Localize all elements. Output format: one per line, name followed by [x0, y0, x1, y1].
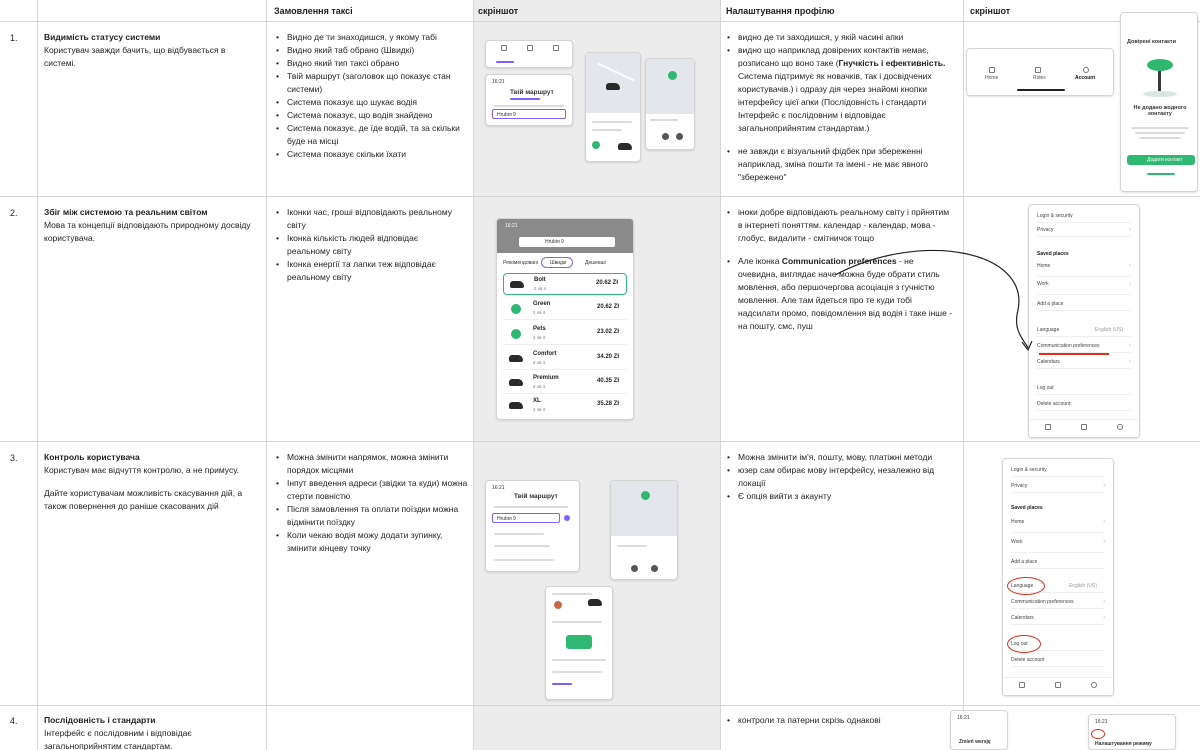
ride-option[interactable] [503, 395, 627, 417]
consistency-screenshot [1088, 714, 1176, 750]
col-divider [37, 0, 38, 750]
settings-row-login[interactable] [1037, 213, 1131, 223]
account-tab-screenshot [966, 48, 1114, 96]
tab-fast-label: Швидкі [550, 260, 567, 266]
ride-name: Pets [533, 326, 546, 332]
note-emphasis: Гнучкість і ефективність. [838, 58, 946, 68]
destination-text: Hrubiя 9 [497, 516, 516, 522]
settings-row-work[interactable] [1037, 281, 1131, 295]
input-placeholder [494, 105, 564, 107]
settings-label: Login & security [1037, 213, 1073, 219]
secondary-link[interactable] [1147, 173, 1175, 175]
edit-icon[interactable] [651, 565, 658, 572]
header-screenshot-2: скріншот [970, 6, 1011, 16]
order-note: • Твій маршрут (заголовок що показує стан системи) [276, 70, 468, 96]
note-text: не завжди є візуальний фідбек при збереженні наприклад, зміна пошти та імені - не має явного "збережено" [738, 146, 928, 182]
row-number: 4. [10, 716, 18, 726]
highlight-circle [1091, 729, 1105, 739]
col-divider [266, 0, 267, 750]
settings-row-calendars[interactable] [1037, 359, 1131, 369]
order-note: • Система показує що шукає водія [276, 96, 468, 109]
profile-notes [727, 451, 959, 503]
ride-option[interactable] [503, 372, 627, 394]
car-icon [510, 281, 524, 288]
settings-row-home[interactable] [1037, 263, 1131, 277]
ride-option[interactable] [503, 298, 627, 320]
settings-label: Login & security [1011, 467, 1047, 473]
settings-label: Communication preferences [1037, 343, 1100, 349]
order-note: • Коли чекаю водія можу додати зупинку, змінити кінцеву точку [276, 529, 468, 555]
add-contact-button[interactable] [1127, 155, 1195, 165]
suggestion-line [494, 559, 554, 561]
ride-meta: 2 хв 4 [533, 407, 546, 412]
heuristic-title: Контроль користувача [44, 452, 140, 462]
ride-meta: 2 хв 4 [533, 360, 546, 365]
note-text: видно де ти заходишся, у якій часині апки [738, 32, 904, 42]
row-divider [0, 441, 1200, 442]
ride-meta: 2 хв 4 [533, 310, 546, 315]
settings-label: Calendars [1011, 615, 1034, 621]
home-indicator [1017, 89, 1065, 91]
settings-row-add-place[interactable] [1011, 559, 1105, 569]
pin-icon [668, 71, 677, 80]
car-icon [509, 355, 523, 362]
chevron-right-icon: › [1129, 281, 1131, 287]
settings-screenshot [1028, 204, 1140, 438]
ride-name: Green [533, 301, 551, 307]
text-line [552, 659, 606, 661]
col-divider [720, 0, 721, 750]
active-tab-indicator [496, 61, 514, 63]
avatar [592, 141, 600, 149]
settings-label: Log out [1011, 641, 1028, 647]
order-note: • Іконка енергії та лапки теж відповідає реальному світу [276, 258, 461, 284]
clear-icon[interactable] [564, 515, 570, 521]
profile-note: • Є опція вийти з акаунту [727, 490, 959, 503]
saved-places-heading: Saved places [1011, 505, 1043, 511]
ride-price: 40.35 Zł [596, 378, 619, 384]
home-icon[interactable] [1045, 424, 1051, 430]
ride-name: Comfort [533, 351, 557, 357]
text-line [592, 129, 622, 131]
settings-row-add-place[interactable] [1037, 301, 1131, 311]
row-number: 3. [10, 453, 18, 463]
order-note: • Після замовлення та оплати поїздки можна відмінити поїздку [276, 503, 468, 529]
highlight-underline [1039, 353, 1109, 355]
row-divider [0, 196, 1200, 197]
settings-row-login[interactable] [1011, 467, 1105, 477]
settings-label: Privacy [1011, 483, 1028, 489]
settings-label: Delete account [1037, 401, 1071, 407]
map [611, 481, 677, 536]
order-note: • Видно який таб обрано (Швидкі) [276, 44, 468, 57]
chevron-right-icon: › [1103, 599, 1105, 605]
text-line [592, 121, 632, 123]
screen-title: Zmień wersję [959, 739, 991, 745]
tab-bar [1029, 419, 1139, 437]
language-value: English (US) [1094, 327, 1123, 333]
settings-label: Work [1011, 539, 1023, 545]
settings-row-work[interactable] [1011, 539, 1105, 553]
note-text: видно що наприклад довірених контактів немає, розписано що воно таке ( [738, 45, 929, 68]
account-icon [1083, 67, 1089, 73]
tab-cheap[interactable]: Дешевші [585, 260, 606, 266]
destination-input[interactable] [492, 513, 560, 523]
settings-label: Language [1037, 327, 1060, 333]
route-title: Твій маршрут [510, 89, 554, 96]
settings-row-communication[interactable] [1037, 343, 1131, 353]
order-note: • Видно де ти знаходишся, у якому табі [276, 31, 468, 44]
settings-row-privacy[interactable] [1037, 227, 1131, 237]
text-line [552, 593, 592, 595]
from-input [492, 109, 566, 119]
settings-label: Delete account [1011, 657, 1045, 663]
edit-route-screenshot [485, 480, 580, 572]
search-driver-screenshot [585, 52, 641, 162]
trusted-empty-text: Не додано жодного контакту [1133, 105, 1187, 117]
highlight-circle [1007, 577, 1045, 595]
row-number: 2. [10, 208, 18, 218]
chevron-right-icon: › [1129, 227, 1131, 233]
driver-icon [662, 133, 669, 140]
settings-row-home[interactable] [1011, 519, 1105, 533]
note-text: Система підтримує як новачків, так і досвідчених користувачів.) і одразу дія через знайомі кнопки інтерфейсу цієї апки (Послідовність і стандарти Інтерфейс є послідовним і відповідає загальноприйнятим стандартам.) [738, 71, 932, 133]
status-time: 16:21 [505, 223, 518, 229]
cancel-ride-screenshot [545, 586, 613, 700]
settings-row-language[interactable] [1037, 327, 1131, 337]
ride-name: Bolt [534, 277, 546, 283]
pets-icon [511, 329, 521, 339]
chevron-right-icon: › [1103, 615, 1105, 621]
heuristic-desc: Інтерфейс є послідовним і відповідає загальноприйнятим стандартам. [44, 728, 192, 750]
home-icon [501, 45, 507, 51]
chevron-right-icon: › [1103, 539, 1105, 545]
ride-option[interactable] [503, 273, 627, 295]
order-note: • Система показує скільки їхати [276, 148, 468, 161]
address-bar[interactable] [519, 237, 615, 247]
screen-title: Налаштування режиму [1095, 741, 1152, 747]
trusted-title: Довірені контакти [1127, 39, 1176, 45]
suggestion-line [494, 545, 550, 547]
car-icon [618, 143, 632, 150]
ride-price: 20.62 Zł [596, 304, 619, 310]
heuristic-desc: Користувач завжди бачить, що відбувається в системі. [44, 45, 226, 68]
tab-bar [1003, 677, 1113, 695]
settings-row-communication[interactable] [1011, 599, 1105, 609]
suggestion-line [494, 533, 544, 535]
text-line [552, 621, 602, 623]
settings-label: Log out [1037, 385, 1054, 391]
profile-note [727, 145, 959, 184]
status-time: 16:21 [492, 485, 505, 491]
ride-name: XL [533, 398, 541, 404]
driver-icon [631, 565, 638, 572]
tab-fast[interactable] [541, 257, 573, 268]
account-icon [553, 45, 559, 51]
order-note: • Іконка кількість людей відповідає реальному світу [276, 232, 461, 258]
avatar [554, 601, 562, 609]
heuristic-desc-extra: Дайте користувачам можливість скасування дій, а також повернення до раніше скасованих дій [44, 488, 243, 511]
status-time: 16:21 [1095, 719, 1108, 725]
consistency-screenshot [950, 710, 1008, 750]
header-order: Замовлення таксі [274, 6, 353, 16]
profile-note: • контроли та патерни скрізь однакові [727, 714, 947, 727]
heuristic-desc: Користувач має відчуття контролю, а не примусу. [44, 465, 239, 475]
title-underline [510, 98, 540, 100]
heuristic-title: Послідовність і стандарти [44, 715, 156, 725]
settings-row-calendars[interactable] [1011, 615, 1105, 625]
settings-row-delete[interactable] [1037, 401, 1131, 411]
order-note: • Іконки час, гроші відповідають реальному світу [276, 206, 461, 232]
address-text: Hrubiя 9 [545, 239, 564, 245]
palm-illustration [1147, 57, 1173, 97]
trusted-contacts-screenshot [1120, 12, 1198, 192]
ride-meta: 2 хв 4 [533, 384, 546, 389]
ride-meta: 2 хв 4 [533, 335, 546, 340]
settings-label: Home [1037, 263, 1051, 269]
order-note: • Система показує, де їде водій, та за скільки буде на місці [276, 122, 468, 148]
driver-found-screenshot [645, 58, 695, 150]
account-icon[interactable] [1117, 424, 1123, 430]
note-text: - не очевидна, виглядає наче можна буде обрати стиль мовлення, або першочергова асоціація з гучністю мовлення. Але там йдеться про те куди тобі надсилати промо, повідомлення від водія і таке інше - на пошту, смс, пуш [738, 256, 953, 331]
heuristic-cell [44, 31, 259, 70]
settings-row-delete[interactable] [1011, 657, 1105, 667]
rides-icon[interactable] [1055, 682, 1061, 688]
text-line [552, 671, 602, 673]
settings-label: Add a place [1011, 559, 1038, 565]
text-line [1135, 132, 1185, 134]
input-placeholder [494, 506, 568, 508]
row-divider [0, 21, 1200, 22]
cancel-link[interactable] [552, 683, 572, 685]
annotation-arrow [830, 240, 1040, 360]
order-notes [276, 206, 461, 284]
map [646, 59, 694, 114]
row-divider [0, 705, 1200, 706]
note-text: Але іконка [738, 256, 782, 266]
text-line [617, 545, 647, 547]
tab-bar-screenshot [485, 40, 573, 68]
order-note: • Можна змінити напрямок, можна змінити порядок місцями [276, 451, 468, 477]
profile-notes [727, 714, 947, 727]
chevron-right-icon: › [1129, 359, 1131, 365]
chevron-right-icon: › [1103, 483, 1105, 489]
add-contact-label: Додати контакт [1147, 157, 1183, 163]
ride-name: Premium [533, 375, 559, 381]
heuristic-cell [44, 451, 262, 523]
settings-label: Add a place [1037, 301, 1064, 307]
profile-note: • юзер сам обирає мову інтерфейсу, незалежно від локації [727, 464, 959, 490]
car-icon [509, 379, 523, 386]
ride-meta: 2 хв 4 [534, 286, 547, 291]
route-title: Твій маршрут [514, 493, 558, 500]
heuristic-cell [44, 206, 259, 245]
map-header [497, 219, 633, 253]
highlight-circle [1007, 635, 1041, 653]
text-line [1131, 127, 1189, 129]
chevron-right-icon: › [1129, 263, 1131, 269]
col-divider [473, 0, 474, 750]
language-value: English (US) [1068, 583, 1097, 589]
heuristic-desc: Мова та концепції відповідають природному досвіду користувача. [44, 220, 251, 243]
from-field-text: Hrubiя 9 [497, 112, 516, 118]
profile-note [727, 31, 959, 44]
profile-note [727, 44, 959, 135]
rides-icon [1035, 67, 1041, 73]
settings-screenshot [1002, 458, 1114, 696]
row-number: 1. [10, 33, 18, 43]
pin-icon [641, 491, 650, 500]
ride-price: 35.28 Zł [596, 401, 619, 407]
tab-rides-label: Rides [1033, 75, 1046, 81]
call-icon [676, 133, 683, 140]
home-icon [989, 67, 995, 73]
heuristic-cell [44, 714, 259, 750]
order-notes [276, 451, 468, 555]
status-time: 16:21 [957, 715, 970, 721]
settings-label: Home [1011, 519, 1025, 525]
note-emphasis: Communication preferences [781, 256, 897, 266]
profile-note: • Можна змінити ім'я, пошту, мову, платіжні методи [727, 451, 959, 464]
ride-options-screenshot [496, 218, 634, 420]
settings-label: Privacy [1037, 227, 1054, 233]
settings-label: Work [1037, 281, 1049, 287]
waiting-driver-screenshot [610, 480, 678, 580]
settings-label: Language [1011, 583, 1034, 589]
profile-notes [727, 31, 959, 184]
saved-places-heading: Saved places [1037, 251, 1069, 257]
text-line [650, 119, 678, 121]
tab-recommended[interactable]: Рекомендовані [503, 260, 538, 266]
route-screenshot [485, 74, 573, 126]
green-icon [511, 304, 521, 314]
rides-icon[interactable] [1081, 424, 1087, 430]
text-line [1139, 137, 1181, 139]
chevron-right-icon: › [1129, 343, 1131, 349]
order-note: • Інпут введення адреси (звідки та куди) можна стерти повністю [276, 477, 468, 503]
account-icon[interactable] [1091, 682, 1097, 688]
settings-row-logout[interactable] [1037, 385, 1131, 395]
tab-account-label: Account [1075, 75, 1095, 81]
ride-price: 23.02 Zł [596, 329, 619, 335]
ride-price: 34.20 Zł [596, 354, 619, 360]
status-time: 16:21 [492, 79, 505, 85]
order-note: • Система показує, що водія знайдено [276, 109, 468, 122]
car-illustration [566, 635, 592, 649]
header-profile: Налаштування профілю [726, 6, 835, 16]
order-note: • Видно який тип таксі обрано [276, 57, 468, 70]
heuristic-title: Збіг між системою та реальним світом [44, 207, 208, 217]
heuristic-title: Видимість статусу системи [44, 32, 161, 42]
car-icon [509, 402, 523, 409]
settings-label: Communication preferences [1011, 599, 1074, 605]
home-icon[interactable] [1019, 682, 1025, 688]
car-icon [588, 599, 602, 606]
tab-home-label: Home [985, 75, 999, 81]
header-screenshot-1: скріншот [478, 6, 519, 16]
chevron-right-icon: › [1103, 519, 1105, 525]
order-notes [276, 31, 468, 161]
rides-icon [527, 45, 533, 51]
ride-option[interactable] [503, 348, 627, 370]
car-icon [606, 83, 620, 90]
note-text: іноки добре відповідають реальному світу і прйнятим в інтернеті поняттям. календар - календар, мова - глобус, видалити - смітничок тощо [738, 207, 950, 243]
ride-price: 20.62 Zł [595, 280, 618, 286]
settings-row-privacy[interactable] [1011, 483, 1105, 493]
settings-label: Calendars [1037, 359, 1060, 365]
col-divider [963, 0, 964, 750]
ride-option[interactable] [503, 323, 627, 345]
